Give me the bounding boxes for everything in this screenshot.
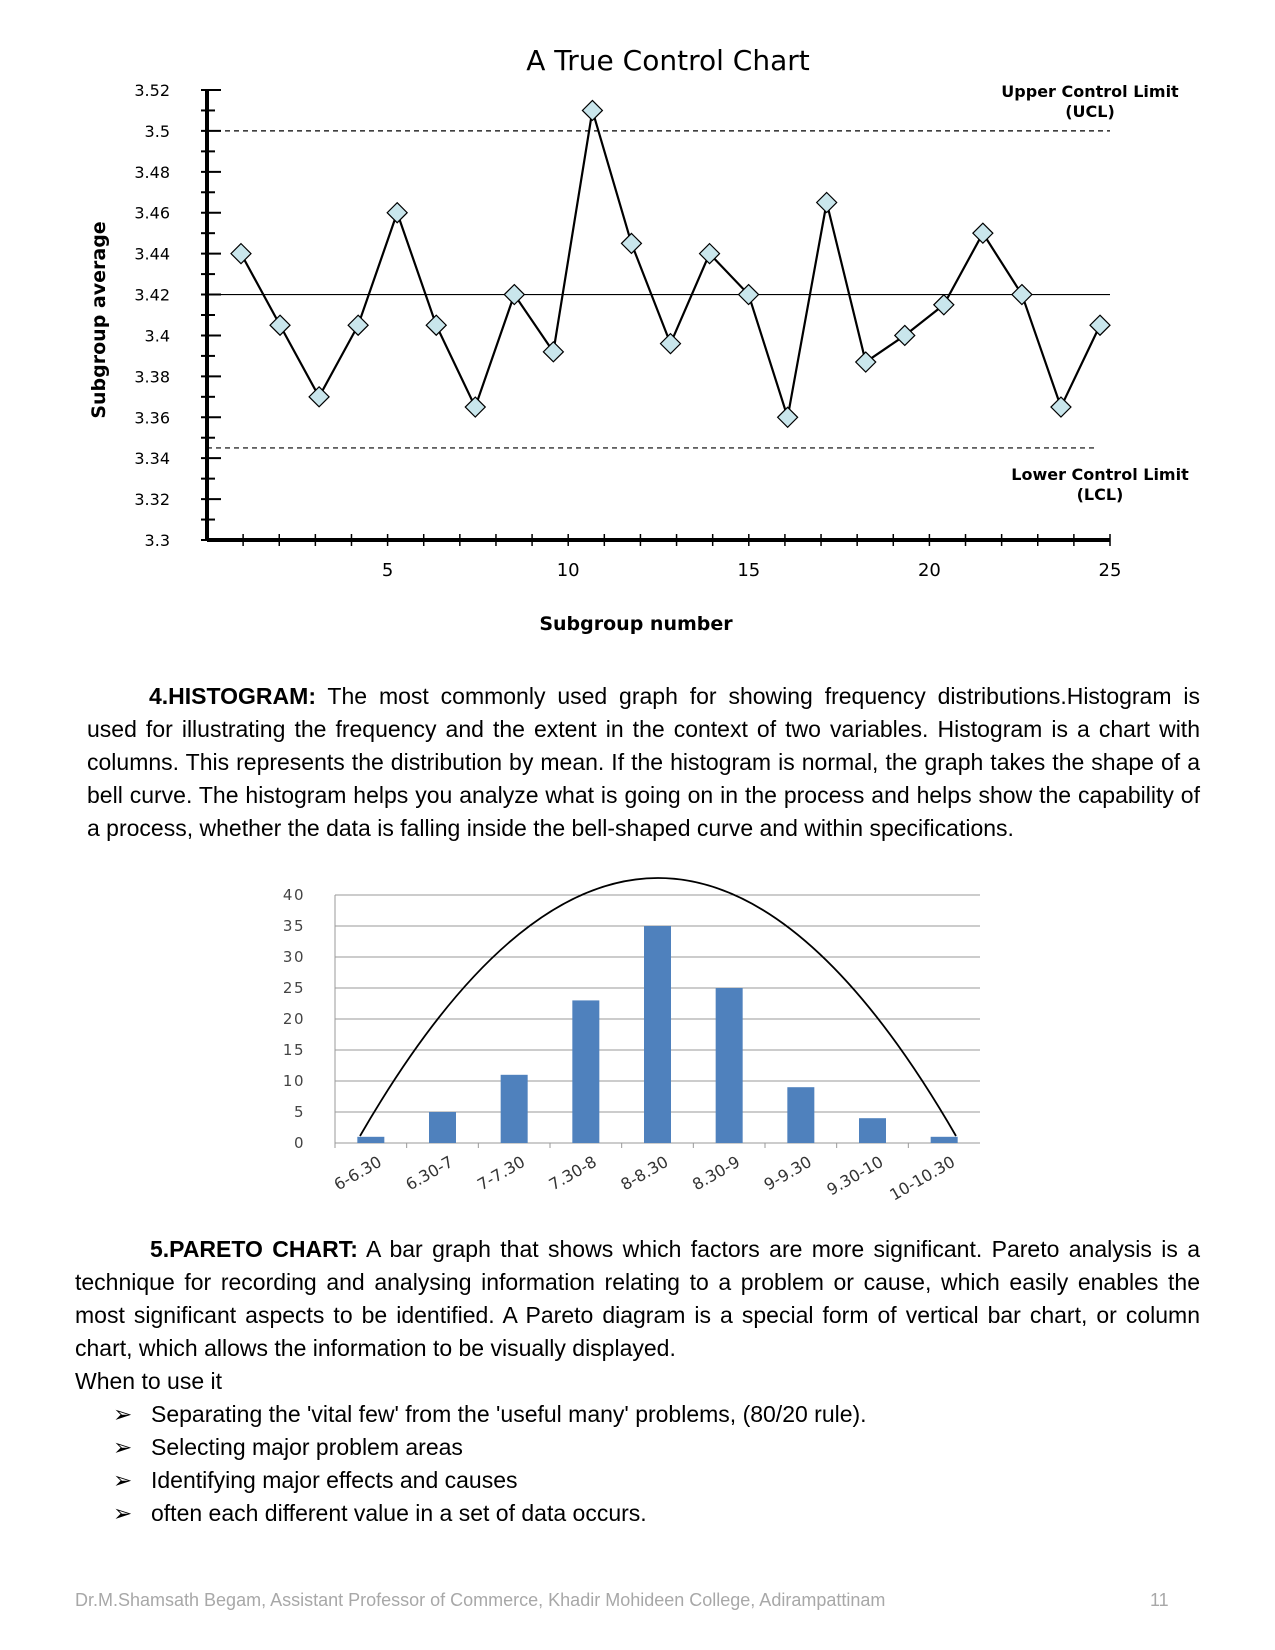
histogram-grid bbox=[283, 886, 980, 1152]
histogram-bars bbox=[335, 926, 958, 1148]
x-category-label: 10-10.30 bbox=[886, 1152, 959, 1205]
x-category-label: 6.30-7 bbox=[402, 1152, 457, 1195]
y-tick-label: 20 bbox=[282, 1010, 305, 1028]
y-tick-label: 3.38 bbox=[134, 367, 170, 387]
histogram-x-labels bbox=[331, 1152, 959, 1204]
x-category-label: 6-6.30 bbox=[330, 1152, 385, 1195]
y-tick-label: 3.42 bbox=[134, 285, 170, 305]
histogram-paragraph: The most commonly used graph for showing frequency distributions.Histogram is used for illustrating the frequency and the extent in the context of two variables. Histogram is a chart with columns. This represents the distribution by mean. If the histogram is normal, the graph takes the shape of a bell curve. The histogram helps you analyze what is going on in the process and helps show the capability of a process, whether the data is falling inside the bell-shaped curve and within specifications. bbox=[87, 683, 1200, 841]
histogram-bar bbox=[429, 1112, 456, 1143]
when-to-use-label: When to use it bbox=[75, 1368, 223, 1394]
x-category-label: 8-8.30 bbox=[617, 1152, 672, 1195]
pareto-section bbox=[75, 1233, 1200, 1365]
x-category-label: 8.30-9 bbox=[688, 1152, 744, 1195]
ucl-label-line1: Upper Control Limit bbox=[1001, 82, 1179, 101]
arrow-bullet-icon: ➢ bbox=[113, 1401, 133, 1427]
control-chart-x-label: Subgroup number bbox=[539, 613, 733, 635]
y-tick-label: 3.48 bbox=[134, 162, 170, 182]
y-tick-label: 3.5 bbox=[144, 121, 170, 141]
pareto-heading: 5.PARETO CHART: bbox=[150, 1236, 358, 1262]
y-tick-label: 35 bbox=[282, 917, 305, 935]
list-item bbox=[113, 1398, 867, 1431]
arrow-bullet-icon: ➢ bbox=[113, 1467, 133, 1493]
histogram-bar bbox=[357, 1137, 384, 1143]
lcl-label-line1: Lower Control Limit bbox=[1011, 465, 1189, 484]
ucl-label-line2: (UCL) bbox=[1065, 102, 1115, 121]
x-category-label: 7.30-8 bbox=[545, 1152, 600, 1195]
y-tick-label: 3.3 bbox=[144, 531, 170, 550]
arrow-bullet-icon: ➢ bbox=[113, 1434, 133, 1460]
y-tick-label: 25 bbox=[282, 979, 305, 997]
x-category-label: 9.30-10 bbox=[823, 1152, 887, 1200]
histogram-bar bbox=[501, 1075, 528, 1143]
arrow-bullet-icon: ➢ bbox=[113, 1500, 133, 1526]
x-tick-label: 10 bbox=[556, 560, 580, 581]
bullet-text: Separating the 'vital few' from the 'useful many' problems, (80/20 rule). bbox=[151, 1401, 867, 1427]
y-tick-label: 3.34 bbox=[134, 449, 170, 469]
x-category-label: 9-9.30 bbox=[760, 1152, 815, 1195]
pareto-bullet-list bbox=[113, 1398, 867, 1530]
y-tick-label: 30 bbox=[282, 948, 305, 966]
histogram-bar bbox=[572, 1000, 599, 1143]
y-tick-label: 15 bbox=[282, 1041, 305, 1059]
y-tick-label: 5 bbox=[293, 1103, 305, 1121]
x-category-label: 7-7.30 bbox=[473, 1152, 529, 1195]
list-item bbox=[113, 1464, 867, 1497]
y-tick-label: 3.44 bbox=[134, 244, 170, 264]
bullet-text: Identifying major effects and causes bbox=[151, 1467, 518, 1493]
y-tick-label: 3.36 bbox=[134, 408, 170, 428]
histogram-bar bbox=[931, 1137, 958, 1143]
pareto-paragraph: A bar graph that shows which factors are more significant. Pareto analysis is a technique for recording and analysing information relating to a problem or cause, which easily enables the most significant aspects to be identified. A Pareto diagram is a special form of vertical bar chart, or column chart, which allows the information to be visually displayed. bbox=[75, 1236, 1200, 1361]
y-tick-label: 0 bbox=[293, 1134, 305, 1152]
list-item bbox=[113, 1497, 867, 1530]
y-tick-label: 3.4 bbox=[144, 326, 170, 346]
y-tick-label: 3.52 bbox=[134, 81, 170, 100]
x-tick-label: 25 bbox=[1098, 560, 1122, 581]
histogram-bar bbox=[716, 988, 743, 1143]
bullet-text: Selecting major problem areas bbox=[151, 1434, 463, 1460]
x-tick-label: 20 bbox=[917, 560, 941, 581]
y-tick-label: 10 bbox=[282, 1072, 305, 1090]
y-tick-label: 3.32 bbox=[134, 490, 170, 510]
histogram-bar bbox=[787, 1087, 814, 1143]
y-tick-label: 3.46 bbox=[134, 203, 170, 223]
list-item bbox=[113, 1431, 867, 1464]
bullet-text: often each different value in a set of data occurs. bbox=[151, 1500, 647, 1526]
page-number: 11 bbox=[1150, 1590, 1169, 1610]
page-footer: Dr.M.Shamsath Begam, Assistant Professor of Commerce, Khadir Mohideen College, Adirampattinam bbox=[75, 1590, 886, 1610]
x-tick-label: 15 bbox=[737, 560, 761, 581]
control-chart-y-label: Subgroup average bbox=[88, 221, 110, 419]
histogram-bar bbox=[859, 1118, 886, 1143]
y-tick-label: 40 bbox=[282, 886, 305, 904]
control-chart-title: A True Control Chart bbox=[526, 44, 810, 77]
lcl-label-line2: (LCL) bbox=[1076, 485, 1124, 504]
histogram-heading: 4.HISTOGRAM: bbox=[149, 683, 316, 709]
x-tick-label: 5 bbox=[381, 560, 394, 581]
histogram-bar bbox=[644, 926, 671, 1143]
